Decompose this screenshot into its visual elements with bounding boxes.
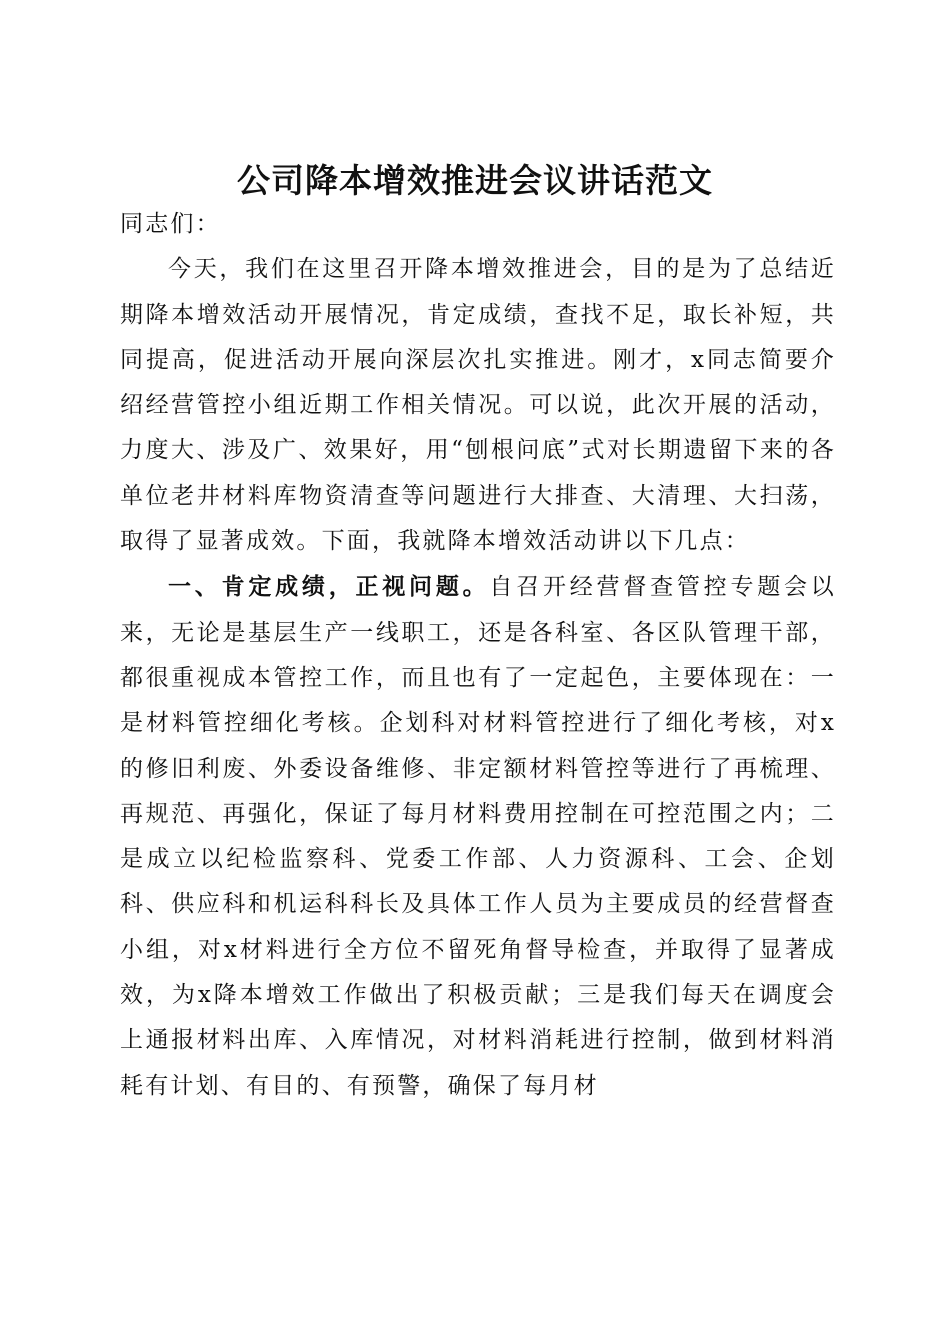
document-title: 公司降本增效推进会议讲话范文 (237, 161, 713, 201)
salutation: 同志们： (120, 211, 221, 237)
section-1-heading: 一、肯定成绩，正视问题。 (168, 573, 490, 601)
paragraph-section-1 (120, 564, 836, 1109)
paragraph-intro: 今天，我们在这里召开降本增效推进会，目的是为了总结近期降本增效活动开展情况，肯定成绩，查找不足，取长补短，共同提高，促进活动开展向深层次扎实推进。刚才，x同志简要介绍经营管控小组近期工作相关情况。可以说，此次开展的活动，力度大、涉及广、效果好，用“刨根问底”式对长期遗留下来的各单位老井材料库物资清查等问题进行大排查、大清理、大扫荡，取得了显著成效。下面，我就降本增效活动讲以下几点： (120, 256, 836, 555)
document-body (120, 202, 836, 1109)
section-1-text: 自召开经营督查管控专题会以来，无论是基层生产一线职工，还是各科室、各区队管理干部，都很重视成本管控工作，而且也有了一定起色，主要体现在：一是材料管控细化考核。企划科对材料管控进行了细化考核，对x的修旧利废、外委设备维修、非定额材料管控等进行了再梳理、再规范、再强化，保证了每月材料费用控制在可控范围之内；二是成立以纪检监察科、党委工作部、人力资源科、工会、企划科、供应科和机运科科长及具体工作人员为主要成员的经营督查小组，对x材料进行全方位不留死角督导检查，并取得了显著成效，为x降本增效工作做出了积极贡献；三是我们每天在调度会上通报材料出库、入库情况，对材料消耗进行控制，做到材料消耗有计划、有目的、有预警，确保了每月材 (120, 574, 836, 1099)
